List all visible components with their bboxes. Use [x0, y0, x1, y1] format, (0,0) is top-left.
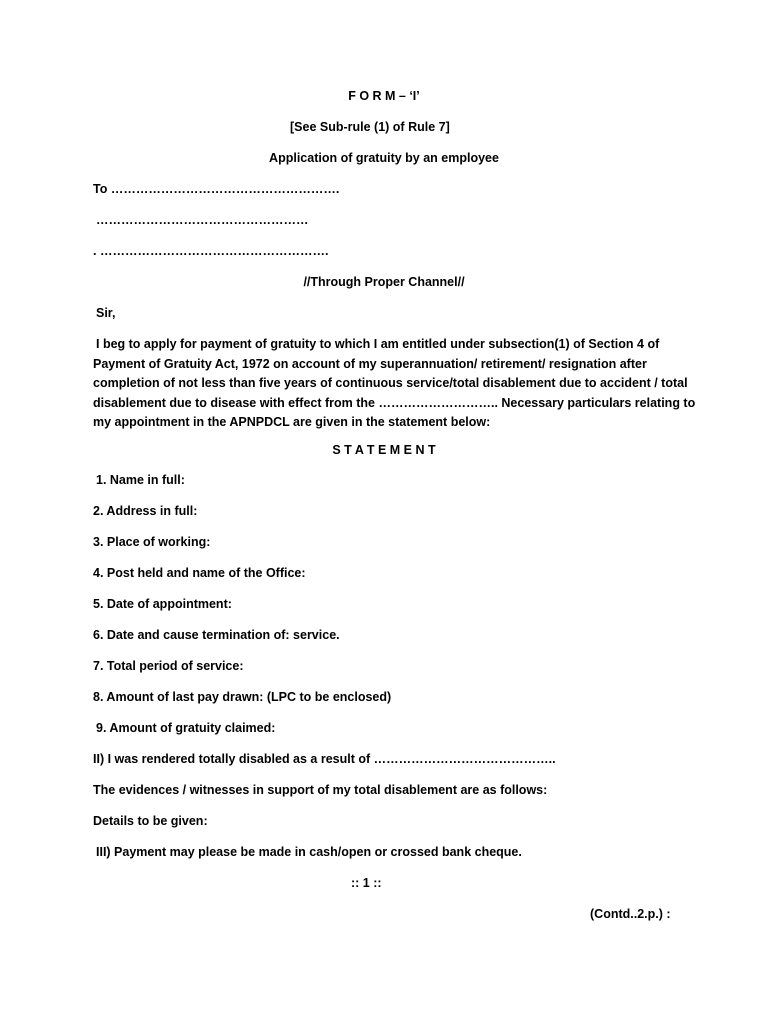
paragraph-line: Payment of Gratuity Act, 1972 on account of my superannuation/ retirement/ resignation after — [93, 356, 647, 371]
paragraph-line: I beg to apply for payment of gratuity to which I am entitled under subsection(1) of Section 4 of — [96, 337, 660, 351]
paragraph-line: disablement due to disease with effect from the ……………………….. Necessary particulars relating to — [93, 395, 696, 410]
paragraph-line: my appointment in the APNPDCL are given in the statement below: — [93, 415, 491, 429]
payment-line: III) Payment may please be made in cash/open or crossed bank cheque. — [96, 845, 522, 859]
statement-item-appointment: 5. Date of appointment: — [93, 597, 232, 611]
paragraph-line: completion of not less than five years of continuous service/total disablement due to accident / total — [93, 376, 688, 390]
form-heading: Application of gratuity by an employee — [269, 151, 499, 165]
statement-item-last-pay: 8. Amount of last pay drawn: (LPC to be enclosed) — [93, 690, 392, 704]
form-title: F O R M – ‘I’ — [348, 89, 420, 103]
statement-title: S T A T E M E N T — [332, 443, 436, 457]
address-to-line: To ………………………………………………. — [93, 182, 340, 196]
statement-item-period: 7. Total period of service: — [93, 659, 244, 673]
statement-item-name: 1. Name in full: — [96, 473, 185, 487]
application-paragraph — [93, 335, 696, 433]
evidences-line: The evidences / witnesses in support of my total disablement are as follows: — [93, 783, 548, 797]
address-line-2: …………………………………………… — [96, 213, 309, 227]
through-channel: //Through Proper Channel// — [303, 275, 465, 289]
statement-item-gratuity: 9. Amount of gratuity claimed: — [96, 721, 276, 735]
statement-item-place: 3. Place of working: — [93, 535, 211, 549]
sub-rule-reference: [See Sub-rule (1) of Rule 7] — [290, 120, 450, 134]
salutation: Sir, — [96, 306, 116, 320]
statement-item-address: 2. Address in full: — [93, 504, 198, 518]
continued-note: (Contd..2.p.) : — [590, 907, 671, 921]
address-line-3: . ………………………………………………. — [93, 244, 329, 258]
page-number: :: 1 :: — [351, 876, 382, 890]
disablement-line: II) I was rendered totally disabled as a result of …………………………………….. — [93, 752, 556, 766]
details-line: Details to be given: — [93, 814, 208, 828]
statement-item-post: 4. Post held and name of the Office: — [93, 566, 306, 580]
statement-item-termination: 6. Date and cause termination of: service. — [93, 628, 340, 642]
